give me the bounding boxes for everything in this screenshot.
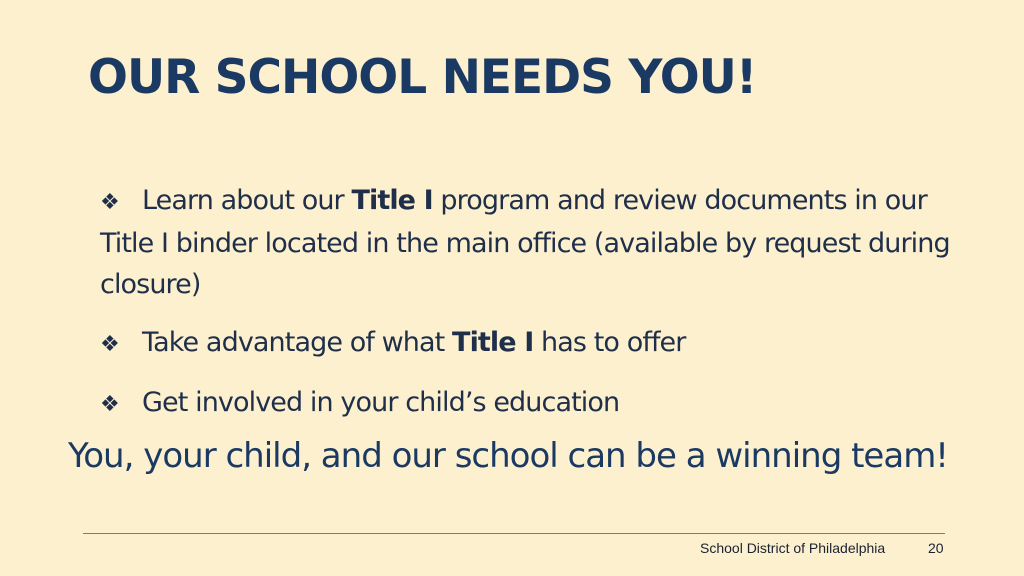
bullet-text-after: has to offer	[533, 327, 686, 358]
bullet-list	[100, 180, 960, 442]
bullet-text-bold: Title I	[452, 327, 534, 358]
page-number: 20	[928, 540, 944, 556]
bullet-text-after: program and review documents in our Title I binder located in the main office (available by request during closure)	[100, 185, 950, 300]
closing-statement: You, your child, and our school can be a winning team!	[68, 436, 948, 476]
bullet-item	[100, 322, 960, 365]
diamond-bullet-icon: ❖	[100, 392, 119, 417]
bullet-text-before: Get involved in your child’s education	[142, 387, 620, 418]
footer-divider	[83, 533, 945, 534]
footer-organization: School District of Philadelphia	[700, 540, 886, 556]
bullet-text-before: Learn about our	[142, 185, 352, 216]
bullet-text-bold: Title I	[351, 185, 433, 216]
bullet-text-before: Take advantage of what	[142, 327, 453, 358]
diamond-bullet-icon: ❖	[100, 190, 119, 215]
diamond-bullet-icon: ❖	[100, 332, 119, 357]
slide-title: OUR SCHOOL NEEDS YOU!	[88, 50, 757, 105]
bullet-item	[100, 180, 960, 305]
bullet-item	[100, 382, 960, 425]
